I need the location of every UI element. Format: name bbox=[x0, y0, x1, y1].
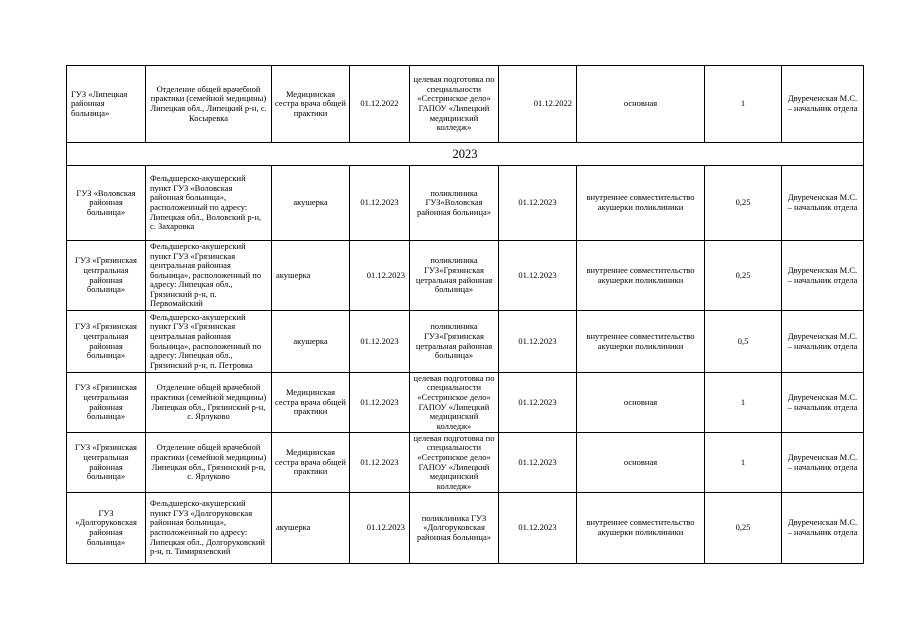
table-row bbox=[67, 241, 864, 311]
responsible-cell: Двуреченская М.С. – начальник отдела bbox=[782, 311, 864, 373]
position-cell: акушерка bbox=[272, 241, 350, 311]
table-row bbox=[67, 66, 864, 143]
position-cell: Медицинская сестра врача общей практики bbox=[272, 433, 350, 493]
year-section-heading: 2023 bbox=[67, 143, 864, 166]
date-cell: 01.12.2023 bbox=[499, 166, 577, 241]
organization-cell: ГУЗ «Грязинская центральная районная больница» bbox=[67, 311, 146, 373]
basis-cell: поликлиника ГУЗ«Грязинская цетральная районная больница» bbox=[410, 311, 499, 373]
rate-cell: 1 bbox=[705, 66, 782, 143]
staffing-table bbox=[66, 65, 864, 564]
basis-cell: целевая подготовка по специальности «Сестринское дело» ГАПОУ «Липецкий медицинский колледж» bbox=[410, 433, 499, 493]
rate-cell: 0,25 bbox=[705, 166, 782, 241]
employment-type-cell: внутреннее совместительство акушерки поликлиники bbox=[577, 493, 705, 564]
position-cell: акушерка bbox=[272, 493, 350, 564]
start-date-cell: 01.12.2023 bbox=[350, 433, 410, 493]
location-cell: Фельдшерско-акушерский пункт ГУЗ «Грязинская центральная районная больница», расположенный по адресу: Липецкая обл., Грязинский р-н, п. Первомайский bbox=[146, 241, 272, 311]
date-cell: 01.12.2023 bbox=[499, 311, 577, 373]
employment-type-cell: внутреннее совместительство акушерки поликлиники bbox=[577, 166, 705, 241]
position-cell: акушерка bbox=[272, 166, 350, 241]
responsible-cell: Двуреченская М.С. – начальник отдела bbox=[782, 241, 864, 311]
table-row bbox=[67, 166, 864, 241]
rate-cell: 1 bbox=[705, 373, 782, 433]
date-cell: 01.12.2023 bbox=[499, 493, 577, 564]
employment-type-cell: внутреннее совместительство акушерки поликлиники bbox=[577, 311, 705, 373]
start-date-cell: 01.12.2023 bbox=[350, 373, 410, 433]
basis-cell: поликлиника ГУЗ «Долгоруковская районная больница» bbox=[410, 493, 499, 564]
location-cell: Фельдшерско-акушерский пункт ГУЗ «Грязинская центральная районная больница», расположенный по адресу: Липецкая обл., Грязинский р-н, п. Петровка bbox=[146, 311, 272, 373]
location-cell: Отделение общей врачебной практики (семейной медицины) Липецкая обл., Грязинский р-н, с. Ярлуково bbox=[146, 433, 272, 493]
location-cell: Фельдшерско-акушерский пункт ГУЗ «Воловская районная больница», расположенный по адресу: Липецкая обл., Воловский р-н, с. Захаровка bbox=[146, 166, 272, 241]
start-date-cell: 01.12.2023 bbox=[350, 493, 410, 564]
table-row bbox=[67, 433, 864, 493]
rate-cell: 0,25 bbox=[705, 241, 782, 311]
responsible-cell: Двуреченская М.С. – начальник отдела bbox=[782, 166, 864, 241]
organization-cell: ГУЗ «Липецкая районная больница» bbox=[67, 66, 146, 143]
rate-cell: 0,5 bbox=[705, 311, 782, 373]
position-cell: акушерка bbox=[272, 311, 350, 373]
rate-cell: 0,25 bbox=[705, 493, 782, 564]
basis-cell: целевая подготовка по специальности «Сестринское дело» ГАПОУ «Липецкий медицинский колледж» bbox=[410, 66, 499, 143]
responsible-cell: Двуреченская М.С. – начальник отдела bbox=[782, 373, 864, 433]
table-row bbox=[67, 493, 864, 564]
responsible-cell: Двуреченская М.С. – начальник отдела bbox=[782, 66, 864, 143]
organization-cell: ГУЗ «Грязинская центральная районная больница» bbox=[67, 373, 146, 433]
organization-cell: ГУЗ «Воловская районная больница» bbox=[67, 166, 146, 241]
date-cell: 01.12.2022 bbox=[499, 66, 577, 143]
start-date-cell: 01.12.2023 bbox=[350, 311, 410, 373]
employment-type-cell: основная bbox=[577, 66, 705, 143]
start-date-cell: 01.12.2023 bbox=[350, 241, 410, 311]
position-cell: Медицинская сестра врача общей практики bbox=[272, 373, 350, 433]
start-date-cell: 01.12.2023 bbox=[350, 166, 410, 241]
employment-type-cell: основная bbox=[577, 433, 705, 493]
start-date-cell: 01.12.2022 bbox=[350, 66, 410, 143]
employment-type-cell: основная bbox=[577, 373, 705, 433]
responsible-cell: Двуреченская М.С. – начальник отдела bbox=[782, 493, 864, 564]
employment-type-cell: внутреннее совместительство акушерки поликлиники bbox=[577, 241, 705, 311]
organization-cell: ГУЗ «Грязинская центральная районная больница» bbox=[67, 241, 146, 311]
basis-cell: поликлиника ГУЗ«Воловская районная больница» bbox=[410, 166, 499, 241]
basis-cell: поликлиника ГУЗ«Грязинская цетральная районная больница» bbox=[410, 241, 499, 311]
organization-cell: ГУЗ «Грязинская центральная районная больница» bbox=[67, 433, 146, 493]
table-row bbox=[67, 311, 864, 373]
basis-cell: целевая подготовка по специальности «Сестринское дело» ГАПОУ «Липецкий медицинский колледж» bbox=[410, 373, 499, 433]
table-row bbox=[67, 373, 864, 433]
position-cell: Медицинская сестра врача общей практики bbox=[272, 66, 350, 143]
responsible-cell: Двуреченская М.С. – начальник отдела bbox=[782, 433, 864, 493]
location-cell: Отделение общей врачебной практики (семейной медицины) Липецкая обл., Липецкий р-н, с. Косыревка bbox=[146, 66, 272, 143]
organization-cell: ГУЗ «Долгоруковская районная больница» bbox=[67, 493, 146, 564]
location-cell: Фельдшерско-акушерский пункт ГУЗ «Долгоруковская районная больница», расположенный по адресу: Липецкая обл., Долгоруковский р-н, п. Тимирязевский bbox=[146, 493, 272, 564]
rate-cell: 1 bbox=[705, 433, 782, 493]
location-cell: Отделение общей врачебной практики (семейной медицины) Липецкая обл., Грязинский р-н, с. Ярлуково bbox=[146, 373, 272, 433]
date-cell: 01.12.2023 bbox=[499, 373, 577, 433]
date-cell: 01.12.2023 bbox=[499, 433, 577, 493]
year-section-row bbox=[67, 143, 864, 166]
date-cell: 01.12.2023 bbox=[499, 241, 577, 311]
